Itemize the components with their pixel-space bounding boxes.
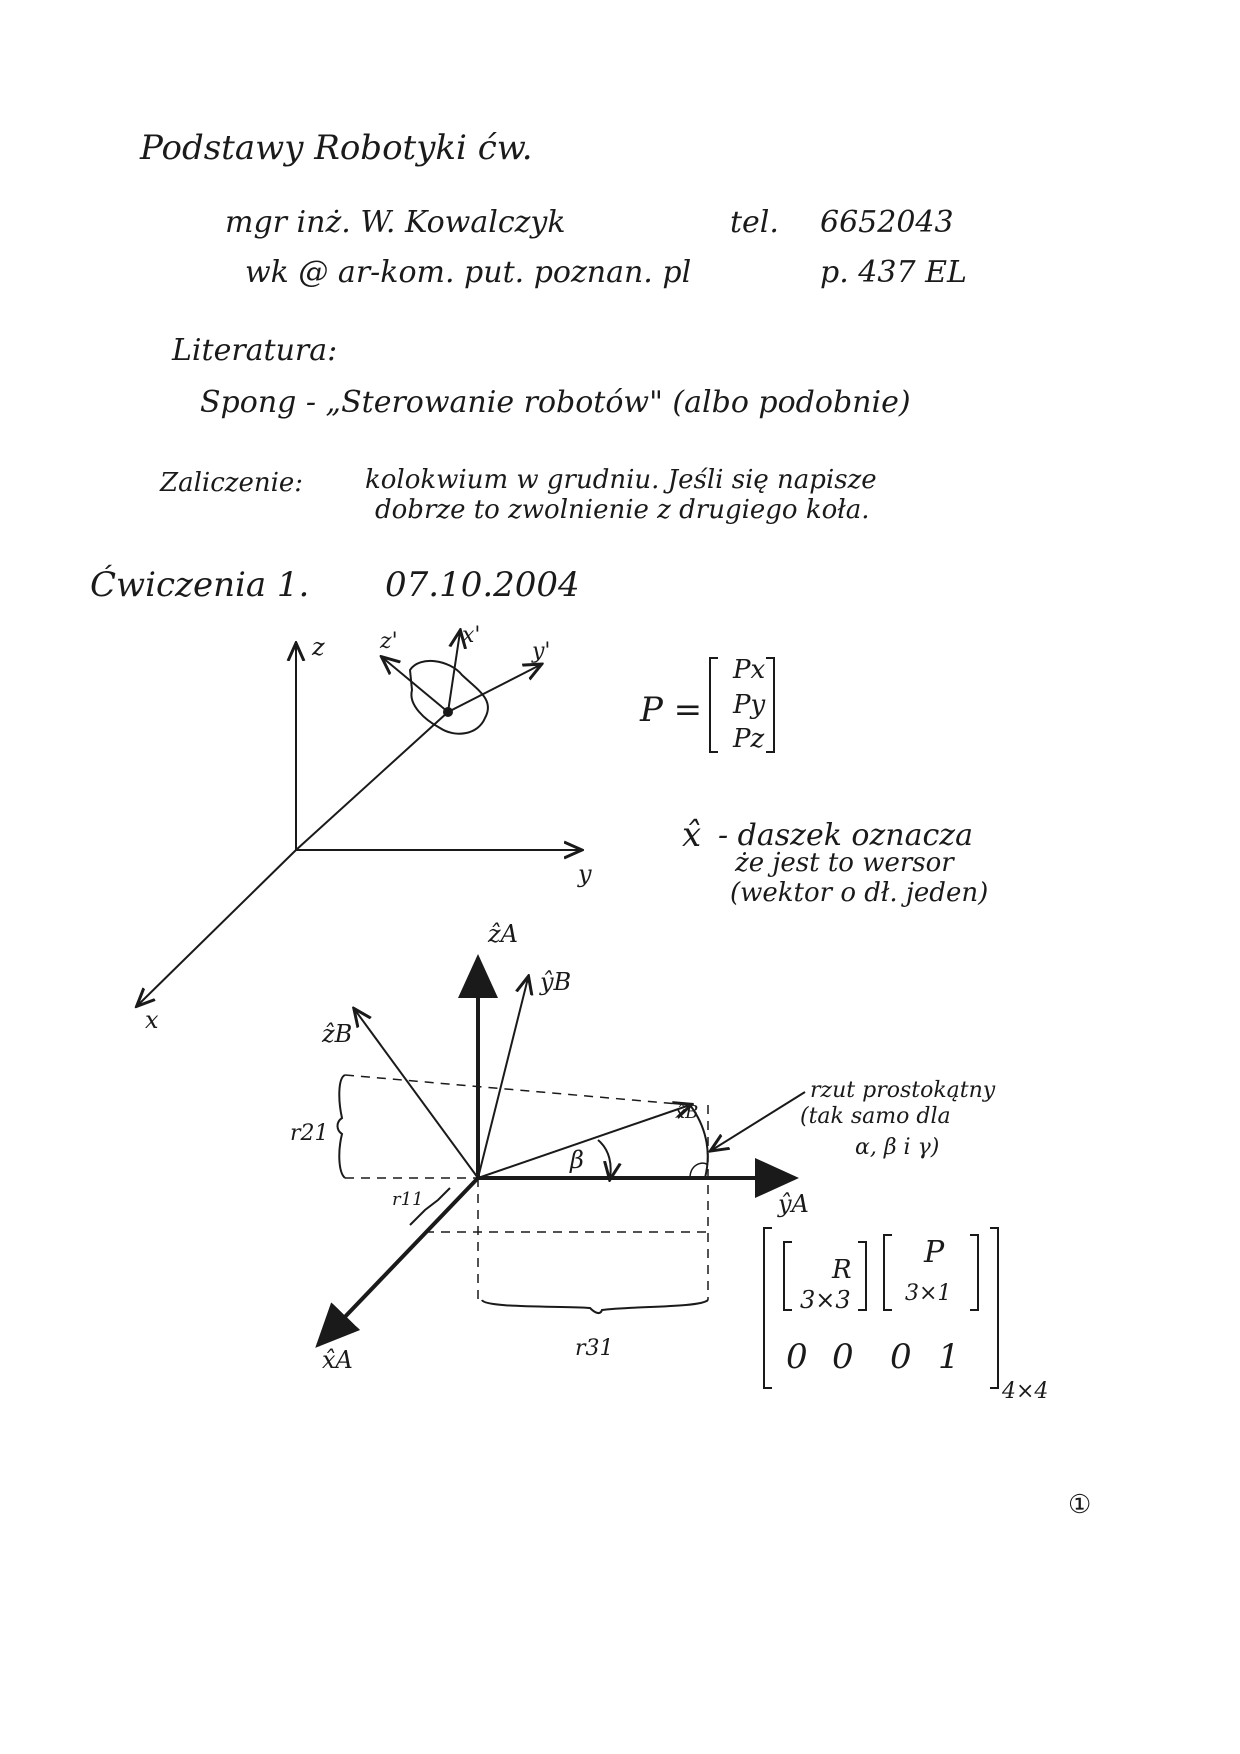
fig1-y-label: y (578, 860, 592, 888)
fig2-dashed-top (345, 1075, 690, 1105)
phone-number: 6652043 (820, 205, 954, 240)
matrix-p-label: P (924, 1235, 945, 1270)
fig1-local-x-label: x' (462, 623, 481, 648)
fig2-y-b-label: ŷB (540, 968, 572, 996)
email-address: wk @ ar-kom. put. poznan. pl (245, 255, 692, 290)
fig2-z-b-label: ẑB (322, 1020, 353, 1048)
fig2-r21-label: r21 (290, 1121, 329, 1146)
fig1-local-z-label: z' (380, 629, 398, 654)
room-number: p. 437 EL (820, 255, 967, 290)
fig2-r31-label: r31 (575, 1336, 614, 1361)
credit-line-1: kolokwium w grudniu. Jeśli się napisze (365, 465, 877, 495)
projection-note-line-3: α, β i γ) (855, 1135, 940, 1160)
matrix-p-dim: 3×1 (905, 1281, 952, 1306)
literature-entry: Spong - „Sterowanie robotów" (albo podobnie) (200, 385, 911, 420)
fig2-beta-arc (598, 1140, 611, 1178)
fig2-projection-pointer (712, 1092, 805, 1150)
vector-p-y: Py (733, 690, 766, 720)
fig1-local-y-label: y' (532, 639, 551, 664)
fig1-x-label: x (145, 1006, 159, 1034)
fig2-z-b-axis (355, 1010, 478, 1178)
instructor-name: mgr inż. W. Kowalczyk (225, 205, 566, 240)
hat-note-line-2: że jest to wersor (735, 848, 954, 878)
fig1-x-axis (138, 850, 296, 1005)
fig1-z-label: z (312, 633, 325, 661)
credit-line-2: dobrze to zwolnienie z drugiego koła. (375, 495, 870, 525)
figure-2 (318, 958, 805, 1345)
fig2-x-a-label: x̂A (322, 1346, 353, 1374)
matrix-r-dim: 3×3 (800, 1286, 851, 1314)
fig2-x-b-label: x̂B (675, 1102, 699, 1123)
matrix-r-label: R (832, 1255, 852, 1285)
projection-note-line-2: (tak samo dla (800, 1104, 951, 1129)
hat-note-line-3: (wektor o dł. jeden) (730, 878, 989, 908)
matrix-bottom-1: 0 (832, 1337, 854, 1377)
fig2-r31-brace (482, 1300, 708, 1313)
figure-1 (138, 632, 580, 1005)
fig2-x-b-axis (478, 1105, 690, 1178)
course-title: Podstawy Robotyki ćw. (140, 128, 533, 168)
phone-label: tel. (730, 205, 779, 240)
hat-note-line-1: - daszek oznacza (718, 818, 973, 853)
vector-p-lhs: P = (640, 690, 703, 730)
vector-p-z: Pz (733, 724, 765, 754)
fig2-r11-label: r11 (392, 1189, 424, 1210)
fig1-position-vector (296, 712, 448, 850)
matrix-size: 4×4 (1002, 1379, 1049, 1404)
projection-note-line-1: rzut prostokątny (810, 1078, 996, 1103)
vector-p-x: Px (733, 655, 766, 685)
page-number: ① (1068, 1490, 1092, 1520)
fig2-y-a-label: ŷA (778, 1190, 809, 1218)
fig2-beta-label: β (570, 1146, 584, 1174)
literature-heading: Literatura: (172, 333, 338, 368)
fig2-r21-brace (338, 1075, 346, 1178)
fig1-local-z-axis (383, 658, 448, 712)
matrix-bottom-0: 0 (786, 1337, 808, 1377)
exercise-date: 07.10.2004 (385, 565, 580, 605)
matrix-bottom-2: 0 (890, 1337, 912, 1377)
matrix-bottom-3: 1 (938, 1337, 960, 1377)
vector-p-brackets (710, 658, 774, 752)
fig2-z-a-label: ẑA (488, 920, 518, 948)
hat-symbol: x̂ (682, 815, 702, 855)
fig1-local-y-axis (448, 665, 540, 712)
exercise-title: Ćwiczenia 1. (90, 565, 310, 605)
fig2-y-b-axis (478, 978, 528, 1178)
credit-label: Zaliczenie: (160, 468, 304, 498)
